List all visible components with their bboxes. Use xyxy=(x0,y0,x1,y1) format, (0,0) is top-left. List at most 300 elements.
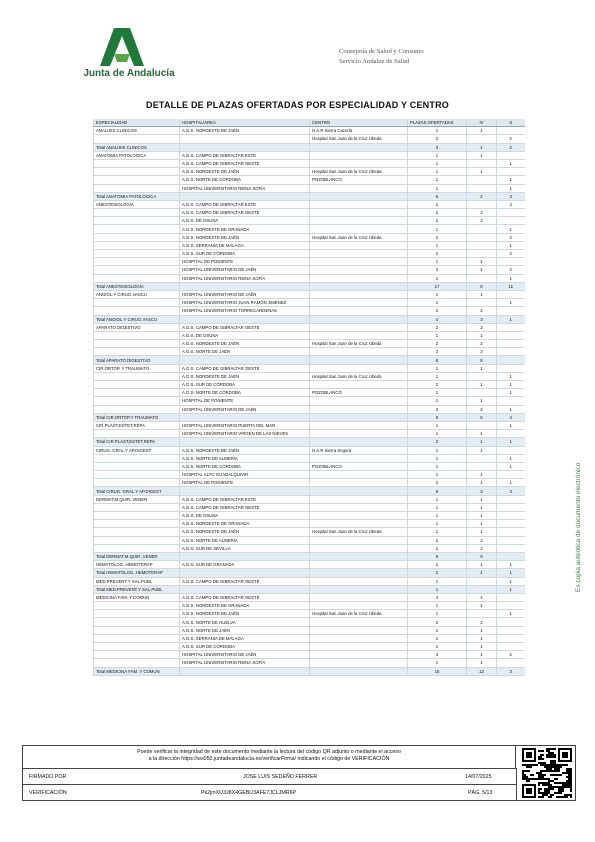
places-cell: 1 xyxy=(408,520,467,528)
places-cell: 2 xyxy=(408,250,467,258)
center-cell xyxy=(310,192,408,200)
s-cell: 2 xyxy=(497,233,525,241)
places-cell: 2 xyxy=(408,233,467,241)
center-cell xyxy=(310,520,408,528)
hospital-area-cell: A.G.S. NORTE DE JAÉN xyxy=(180,348,310,356)
s-cell xyxy=(497,127,525,135)
specialty-cell xyxy=(94,266,180,274)
iv-cell: 1 xyxy=(467,430,497,438)
places-cell: 1 xyxy=(408,602,467,610)
s-cell xyxy=(497,552,525,560)
table-row xyxy=(94,626,525,634)
column-header: ESPECIALIDAD xyxy=(94,119,180,127)
hospital-area-cell: HOSPITAL DE PONIENTE xyxy=(180,258,310,266)
table-row xyxy=(94,176,525,184)
center-cell: Hospital San Juan de la Cruz Úbeda xyxy=(310,340,408,348)
places-cell: 4 xyxy=(408,315,467,323)
s-cell: 1 xyxy=(497,389,525,397)
iv-cell: 1 xyxy=(467,602,497,610)
center-cell xyxy=(310,323,408,331)
specialty-cell xyxy=(94,225,180,233)
center-cell xyxy=(310,184,408,192)
specialty-cell xyxy=(94,405,180,413)
specialty-cell xyxy=(94,618,180,626)
iv-cell xyxy=(467,135,497,143)
iv-cell: 1 xyxy=(467,495,497,503)
hospital-area-cell: HOSPITAL UNIVERSITARIO PUERTA DEL MAR xyxy=(180,421,310,429)
s-cell: 1 xyxy=(497,462,525,470)
places-cell: 8 xyxy=(408,356,467,364)
places-cell: 1 xyxy=(408,430,467,438)
center-cell: POZOBLANCO xyxy=(310,389,408,397)
iv-cell: 1 xyxy=(467,561,497,569)
table-row xyxy=(94,471,525,479)
places-cell: 1 xyxy=(408,331,467,339)
hospital-area-cell: A.G.S. NORTE DE HUELVA xyxy=(180,618,310,626)
s-cell: 1 xyxy=(497,225,525,233)
total-row xyxy=(94,356,525,364)
signature-date: 14/07/2025 xyxy=(465,774,492,780)
center-cell xyxy=(310,561,408,569)
iv-cell: 1 xyxy=(467,651,497,659)
hospital-area-cell: A.G.S. NORDESTE DE JAÉN xyxy=(180,233,310,241)
specialty-cell: ANGIOL.Y CIRUG.VASCU xyxy=(94,290,180,298)
page-title: DETALLE DE PLAZAS OFERTADAS POR ESPECIALIDAD Y CENTRO xyxy=(146,100,449,110)
center-cell xyxy=(310,200,408,208)
iv-cell xyxy=(467,159,497,167)
specialty-cell xyxy=(94,528,180,536)
center-cell xyxy=(310,577,408,585)
iv-cell: 3 xyxy=(467,315,497,323)
center-cell xyxy=(310,159,408,167)
places-cell: 2 xyxy=(408,307,467,315)
iv-cell: 2 xyxy=(467,536,497,544)
column-header: CENTRO xyxy=(310,119,408,127)
iv-cell: 9 xyxy=(467,552,497,560)
hospital-area-cell: A.G.S. SUR DE GRANADA xyxy=(180,561,310,569)
places-cell: 1 xyxy=(408,454,467,462)
total-row xyxy=(94,143,525,151)
iv-cell: 1 xyxy=(467,331,497,339)
hospital-area-cell: A.G.S. SUR DE CÓRDOBA xyxy=(180,250,310,258)
s-cell: 4 xyxy=(497,413,525,421)
table-row xyxy=(94,454,525,462)
hospital-area-cell: A.G.S. NORDESTE DE JAÉN xyxy=(180,340,310,348)
center-cell xyxy=(310,487,408,495)
hospital-area-cell: A.G.S. NORDESTE DE JAÉN xyxy=(180,610,310,618)
places-cell: 2 xyxy=(408,209,467,217)
table-row xyxy=(94,225,525,233)
center-cell xyxy=(310,421,408,429)
places-cell: 2 xyxy=(408,323,467,331)
specialty-cell: Total CIR.ORTOP.Y TRAUMATO xyxy=(94,413,180,421)
specialty-cell xyxy=(94,168,180,176)
s-cell: 2 xyxy=(497,651,525,659)
hospital-area-cell xyxy=(180,315,310,323)
table-row xyxy=(94,536,525,544)
verification-row xyxy=(23,784,517,801)
hospital-area-cell xyxy=(180,585,310,593)
iv-cell: 2 xyxy=(467,340,497,348)
iv-cell: 5 xyxy=(467,413,497,421)
table-header-row xyxy=(94,119,525,127)
places-cell: 1 xyxy=(408,389,467,397)
specialty-cell: MEDICINA FAM. Y COMUN xyxy=(94,593,180,601)
places-cell: 9 xyxy=(408,413,467,421)
specialty-cell: CIRUG. GRAL.Y AP.DIGEST xyxy=(94,446,180,454)
center-cell xyxy=(310,364,408,372)
specialty-cell: Total ANGIOL.Y CIRUG.VASCU xyxy=(94,315,180,323)
hospital-area-cell: A.G.S. SUR DE SEVILLA xyxy=(180,544,310,552)
total-row xyxy=(94,487,525,495)
specialty-cell: Total CIRUG. GRAL.Y AP.DIGEST xyxy=(94,487,180,495)
center-cell xyxy=(310,585,408,593)
iv-cell xyxy=(467,241,497,249)
table-row xyxy=(94,462,525,470)
iv-cell: 3 xyxy=(467,348,497,356)
table-row xyxy=(94,184,525,192)
places-cell: 1 xyxy=(408,225,467,233)
table-row xyxy=(94,610,525,618)
iv-cell xyxy=(467,421,497,429)
table-row xyxy=(94,503,525,511)
specialty-cell xyxy=(94,634,180,642)
table-row xyxy=(94,446,525,454)
center-cell xyxy=(310,503,408,511)
center-cell xyxy=(310,299,408,307)
places-cell: 2 xyxy=(408,381,467,389)
s-cell: 1 xyxy=(497,479,525,487)
iv-cell: 1 xyxy=(467,381,497,389)
s-cell: 1 xyxy=(497,315,525,323)
specialty-cell xyxy=(94,397,180,405)
center-cell xyxy=(310,143,408,151)
table-row xyxy=(94,127,525,135)
places-cell: 1 xyxy=(408,471,467,479)
center-cell xyxy=(310,266,408,274)
places-cell: 9 xyxy=(408,552,467,560)
hospital-area-cell: HOSPITAL UNIVERSITARIO DE JAÉN xyxy=(180,290,310,298)
table-row xyxy=(94,405,525,413)
s-cell xyxy=(497,593,525,601)
s-cell: 1 xyxy=(497,372,525,380)
s-cell: 2 xyxy=(497,266,525,274)
table-row xyxy=(94,135,525,143)
iv-cell: 2 xyxy=(467,192,497,200)
hospital-area-cell: A.G.S. CAMPO DE GIBRALTAR OESTE xyxy=(180,364,310,372)
places-table xyxy=(93,119,525,676)
table-row xyxy=(94,618,525,626)
center-cell xyxy=(310,348,408,356)
department-line-2: Servicio Andaluz de Salud xyxy=(339,58,410,65)
hospital-area-cell: A.G.S. NORDESTE DE JAÉN xyxy=(180,528,310,536)
hospital-area-cell xyxy=(180,282,310,290)
s-cell xyxy=(497,340,525,348)
table-row xyxy=(94,520,525,528)
places-cell: 1 xyxy=(408,290,467,298)
center-cell xyxy=(310,331,408,339)
qr-code[interactable] xyxy=(522,748,572,798)
verification-label: VERIFICACIÓN xyxy=(29,790,67,796)
center-cell xyxy=(310,618,408,626)
s-cell: 1 xyxy=(497,569,525,577)
specialty-cell xyxy=(94,307,180,315)
specialty-cell xyxy=(94,135,180,143)
hospital-area-cell: A.G.S. SERRANÍA DE MÁLAGA xyxy=(180,241,310,249)
hospital-area-cell: A.G.S. NORDESTE DE GRANADA xyxy=(180,225,310,233)
s-cell xyxy=(497,151,525,159)
s-cell xyxy=(497,258,525,266)
s-cell xyxy=(497,544,525,552)
hospital-area-cell: A.G.S. CAMPO DE GIBRALTAR OESTE xyxy=(180,503,310,511)
s-cell xyxy=(497,643,525,651)
s-cell xyxy=(497,520,525,528)
hospital-area-cell: A.G.S. SUR DE CÓRDOBA xyxy=(180,643,310,651)
places-cell: 1 xyxy=(408,446,467,454)
table-row xyxy=(94,168,525,176)
hospital-area-cell: A.G.S. NORTE DE CÓRDOBA xyxy=(180,176,310,184)
places-cell: 1 xyxy=(408,159,467,167)
iv-cell xyxy=(467,372,497,380)
specialty-cell: CIR.ORTOP. Y TRAUMATO xyxy=(94,364,180,372)
s-cell xyxy=(497,659,525,667)
table-row xyxy=(94,364,525,372)
column-header: IV xyxy=(467,119,497,127)
s-cell xyxy=(497,323,525,331)
table-row xyxy=(94,266,525,274)
hospital-area-cell xyxy=(180,413,310,421)
hospital-area-cell: A.G.S. CAMPO DE GIBRALTAR OESTE xyxy=(180,593,310,601)
total-row xyxy=(94,282,525,290)
hospital-area-cell xyxy=(180,552,310,560)
s-cell xyxy=(497,209,525,217)
places-cell: 2 xyxy=(408,135,467,143)
hospital-area-cell: A.G.S. NORDESTE DE JAÉN xyxy=(180,127,310,135)
places-cell: 1 xyxy=(408,168,467,176)
places-cell: 1 xyxy=(408,184,467,192)
hospital-area-cell: A.G.S. NORTE DE CÓRDOBA xyxy=(180,462,310,470)
specialty-cell xyxy=(94,159,180,167)
table-row xyxy=(94,651,525,659)
table-row xyxy=(94,634,525,642)
specialty-cell xyxy=(94,381,180,389)
hospital-area-cell: A.G.S. SUR DE CÓRDOBA xyxy=(180,381,310,389)
signed-by-row xyxy=(23,768,517,785)
hospital-area-cell: HOSPITAL UNIVERSITARIO VIRGEN DE LAS NIEVES xyxy=(180,430,310,438)
places-cell: 1 xyxy=(408,626,467,634)
specialty-cell xyxy=(94,209,180,217)
table-row xyxy=(94,495,525,503)
specialty-cell xyxy=(94,184,180,192)
specialty-cell xyxy=(94,602,180,610)
places-cell: 1 xyxy=(408,585,467,593)
iv-cell xyxy=(467,454,497,462)
hospital-area-cell: A.G.S. DE OSUNA xyxy=(180,331,310,339)
iv-cell xyxy=(467,577,497,585)
verification-code: Pk2jmXU3J8X4GEBU3AFE7JCLJMR6P xyxy=(201,790,297,796)
table-row xyxy=(94,151,525,159)
places-cell: 1 xyxy=(408,512,467,520)
table-row xyxy=(94,372,525,380)
s-cell xyxy=(497,364,525,372)
specialty-cell xyxy=(94,520,180,528)
places-cell: 3 xyxy=(408,266,467,274)
s-cell: 1 xyxy=(497,381,525,389)
hospital-area-cell: A.G.S. NORTE DE CÓRDOBA xyxy=(180,389,310,397)
table-row xyxy=(94,159,525,167)
places-cell: 2 xyxy=(408,217,467,225)
center-cell xyxy=(310,667,408,675)
specialty-cell xyxy=(94,659,180,667)
iv-cell: 1 xyxy=(467,528,497,536)
s-cell: 1 xyxy=(497,159,525,167)
hospital-area-cell: A.G.S. DE OSUNA xyxy=(180,217,310,225)
iv-cell: 1 xyxy=(467,512,497,520)
center-cell xyxy=(310,651,408,659)
table-row xyxy=(94,348,525,356)
center-cell xyxy=(310,602,408,610)
center-cell xyxy=(310,381,408,389)
specialty-cell xyxy=(94,274,180,282)
table-row xyxy=(94,479,525,487)
center-cell xyxy=(310,438,408,446)
table-row xyxy=(94,258,525,266)
hospital-area-cell: A.G.S. DE OSUNA xyxy=(180,512,310,520)
places-cell: 1 xyxy=(408,176,467,184)
iv-cell xyxy=(467,225,497,233)
specialty-cell xyxy=(94,471,180,479)
s-cell: 1 xyxy=(497,421,525,429)
column-header: HOSPITAL/ÁREA xyxy=(180,119,310,127)
s-cell xyxy=(497,168,525,176)
specialty-cell: CIR.PLAST,ESTET,REPA xyxy=(94,421,180,429)
places-cell: 3 xyxy=(408,651,467,659)
hospital-area-cell xyxy=(180,356,310,364)
hospital-area-cell xyxy=(180,192,310,200)
places-cell: 2 xyxy=(408,200,467,208)
iv-cell: 1 xyxy=(467,659,497,667)
iv-cell: 2 xyxy=(467,544,497,552)
table-row xyxy=(94,421,525,429)
s-cell xyxy=(497,290,525,298)
hospital-area-cell: HOSPITAL UNIVERSITARIO REINA SOFÍA xyxy=(180,184,310,192)
specialty-cell: ANESTESIOLOGÍA xyxy=(94,200,180,208)
s-cell xyxy=(497,471,525,479)
hospital-area-cell: A.G.S. NORDESTE DE GRANADA xyxy=(180,602,310,610)
specialty-cell xyxy=(94,512,180,520)
table-row xyxy=(94,340,525,348)
places-cell: 3 xyxy=(408,405,467,413)
specialty-cell: Total ANALISIS CLINICOS xyxy=(94,143,180,151)
places-cell: 15 xyxy=(408,667,467,675)
s-cell xyxy=(497,528,525,536)
table-row xyxy=(94,200,525,208)
center-cell xyxy=(310,151,408,159)
signer-name: JOSE LUIS SEDEÑO FERRER xyxy=(243,774,318,780)
s-cell xyxy=(497,217,525,225)
s-cell: 2 xyxy=(497,250,525,258)
table-row xyxy=(94,544,525,552)
iv-cell: 1 xyxy=(467,479,497,487)
places-cell: 1 xyxy=(408,528,467,536)
places-cell: 1 xyxy=(408,127,467,135)
center-cell xyxy=(310,544,408,552)
table-row xyxy=(94,528,525,536)
s-cell: 2 xyxy=(497,143,525,151)
specialty-cell: Total CIR.PLAST,ESTET,REPA xyxy=(94,438,180,446)
iv-cell: 1 xyxy=(467,397,497,405)
hospital-area-cell: HOSPITAL UNIVERSITARIO DE JAÉN xyxy=(180,651,310,659)
iv-cell: 6 xyxy=(467,282,497,290)
verification-notice xyxy=(23,746,516,768)
hospital-area-cell: HOSPITAL DE PONIENTE xyxy=(180,397,310,405)
iv-cell: 2 xyxy=(467,618,497,626)
iv-cell xyxy=(467,610,497,618)
s-cell: 3 xyxy=(497,667,525,675)
s-cell: 1 xyxy=(497,610,525,618)
specialty-cell: Total MED.PREVENT.Y SAL.PUBL xyxy=(94,585,180,593)
specialty-cell xyxy=(94,536,180,544)
center-cell: Hospital San Juan de la Cruz Úbeda xyxy=(310,372,408,380)
hospital-area-cell: HOSPITAL UNIVERSITARIO REINA SOFÍA xyxy=(180,659,310,667)
s-cell: 1 xyxy=(497,454,525,462)
hospital-area-cell: A.G.S. NORDESTE DE GRANADA xyxy=(180,520,310,528)
center-cell xyxy=(310,413,408,421)
hospital-area-cell: A.G.S. SERRANÍA DE MÁLAGA xyxy=(180,634,310,642)
iv-cell: 1 xyxy=(467,364,497,372)
department-line-1: Consejería de Salud y Consumo xyxy=(339,48,424,55)
s-cell xyxy=(497,356,525,364)
center-cell: Hospital San Juan de la Cruz Úbeda xyxy=(310,233,408,241)
center-cell xyxy=(310,512,408,520)
iv-cell xyxy=(467,299,497,307)
total-row xyxy=(94,438,525,446)
specialty-cell xyxy=(94,544,180,552)
s-cell: 1 xyxy=(497,585,525,593)
iv-cell: 1 xyxy=(467,168,497,176)
specialty-cell xyxy=(94,372,180,380)
iv-cell: 2 xyxy=(467,217,497,225)
specialty-cell xyxy=(94,389,180,397)
center-cell xyxy=(310,217,408,225)
table-row xyxy=(94,381,525,389)
specialty-cell: ANATOMIA PATOLOGICA xyxy=(94,151,180,159)
iv-cell: 2 xyxy=(467,405,497,413)
hospital-area-cell xyxy=(180,143,310,151)
s-cell: 1 xyxy=(497,274,525,282)
hospital-area-cell xyxy=(180,487,310,495)
iv-cell xyxy=(467,176,497,184)
table-row xyxy=(94,217,525,225)
specialty-cell: Total MEDICINA FAM. Y COMUN xyxy=(94,667,180,675)
hospital-area-cell: A.G.S. CAMPO DE GIBRALTAR OESTE xyxy=(180,159,310,167)
specialty-cell xyxy=(94,250,180,258)
specialty-cell xyxy=(94,217,180,225)
verification-line-2: a la dirección https://ws050.juntadeandalucia.es/verificarFirma/ indicando el código de VERIFICACIÓN xyxy=(148,756,390,762)
verification-line-1: Puede verificar la integridad de este documento mediante la lectura del código QR adjunto o mediante el acceso xyxy=(137,749,401,755)
s-cell xyxy=(497,512,525,520)
s-cell xyxy=(497,348,525,356)
specialty-cell: Total HEMATOLOG.,HEMOTERAP xyxy=(94,569,180,577)
specialty-cell: Total DERMAT.M.QUIR.,VENER xyxy=(94,552,180,560)
s-cell xyxy=(497,307,525,315)
iv-cell: 3 xyxy=(467,487,497,495)
hospital-area-cell: A.G.S. NORDESTE DE JAÉN xyxy=(180,446,310,454)
specialty-cell xyxy=(94,479,180,487)
center-cell xyxy=(310,430,408,438)
places-cell: 2 xyxy=(408,340,467,348)
places-cell: 3 xyxy=(408,348,467,356)
